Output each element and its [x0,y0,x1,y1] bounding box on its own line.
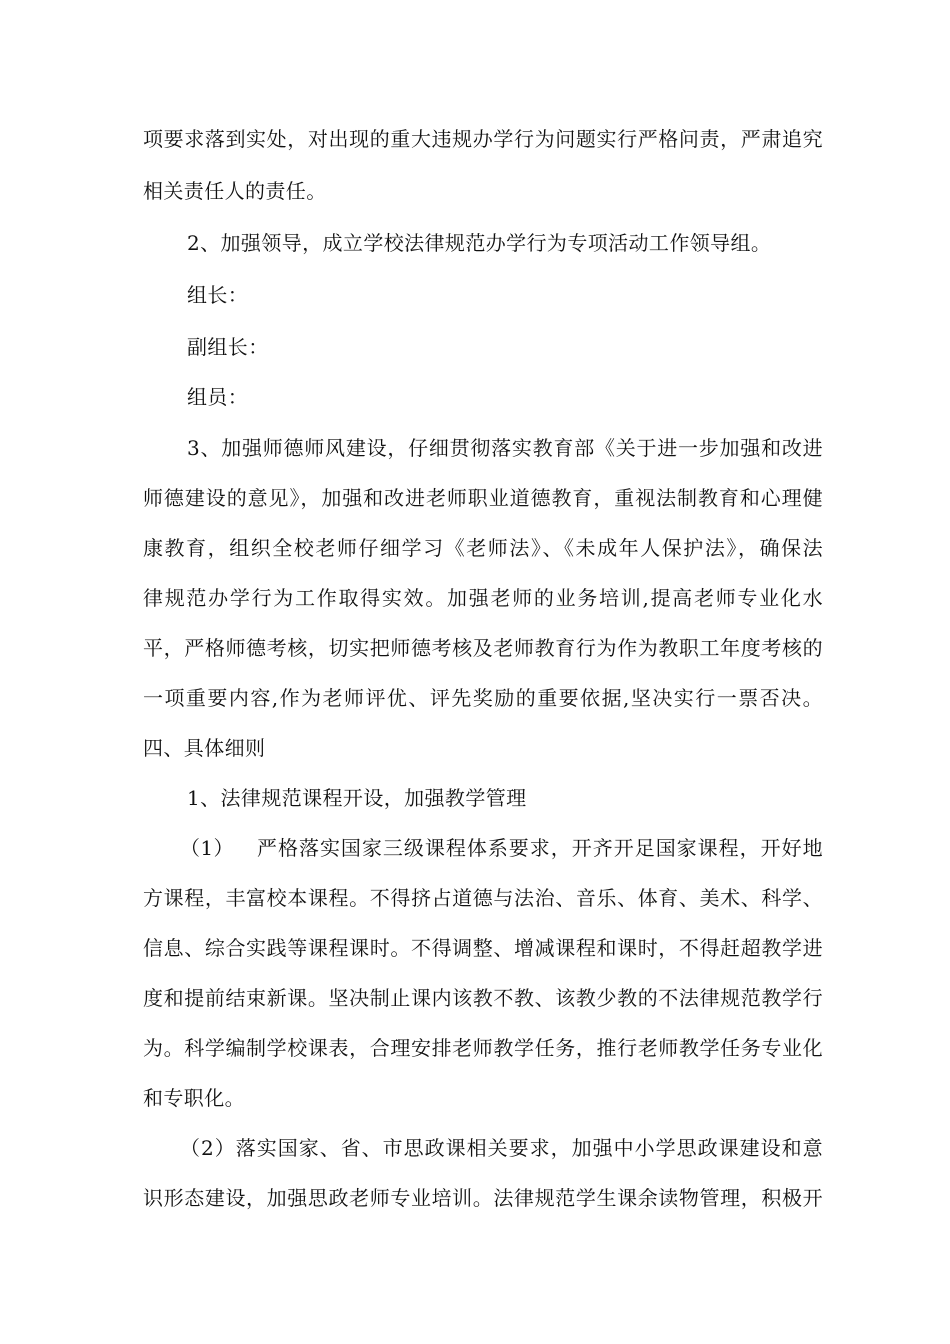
body-text-line: 律规范办学行为工作取得实效。加强老师的业务培训,提高老师专业化水 [143,586,823,610]
group-leader-label: 组长： [187,283,249,307]
body-text-line: 一项重要内容,作为老师评优、评先奖励的重要依据,坚决实行一票否决。 [143,686,823,710]
body-text-line: 识形态建设，加强思政老师专业培训。法律规范学生课余读物管理，积极开 [143,1186,823,1210]
deputy-leader-label: 副组长： [187,335,269,359]
body-text-line: 平，严格师德考核，切实把师德考核及老师教育行为作为教职工年度考核的 [143,636,823,660]
body-text-line: 相关责任人的责任。 [143,179,327,203]
body-text-line: 康教育，组织全校老师仔细学习《老师法》、《未成年人保护法》，确保法 [143,536,823,560]
body-text-line: 严格落实国家三级课程体系要求，开齐开足国家课程，开好地 [257,836,823,860]
section-heading: 四、具体细则 [143,736,266,760]
body-text-line: 为。科学编制学校课表，合理安排老师教学任务，推行老师教学任务专业化 [143,1036,823,1060]
body-text-line: 和专职化。 [143,1086,245,1110]
subsection-heading: 1、法律规范课程开设，加强教学管理 [187,786,527,810]
body-text-line: 信息、综合实践等课程课时。不得调整、增减课程和课时，不得赶超教学进 [143,936,823,960]
item-number: （1） [180,836,234,860]
body-text-line: 度和提前结束新课。坚决制止课内该教不教、该教少教的不法律规范教学行 [143,986,823,1010]
body-text-line: 3、加强师德师风建设，仔细贯彻落实教育部《关于进一步加强和改进 [187,436,823,460]
group-member-label: 组员： [187,385,249,409]
body-text-line: 项要求落到实处，对出现的重大违规办学行为问题实行严格问责，严肃追究 [143,127,823,151]
body-text-line: 2、加强领导，成立学校法律规范办学行为专项活动工作领导组。 [187,231,772,255]
body-text-line: 方课程，丰富校本课程。不得挤占道德与法治、音乐、体育、美术、科学、 [143,886,823,910]
body-text-line: 师德建设的意见》，加强和改进老师职业道德教育，重视法制教育和心理健 [143,486,823,510]
body-text-line: （2）落实国家、省、市思政课相关要求，加强中小学思政课建设和意 [180,1136,823,1160]
